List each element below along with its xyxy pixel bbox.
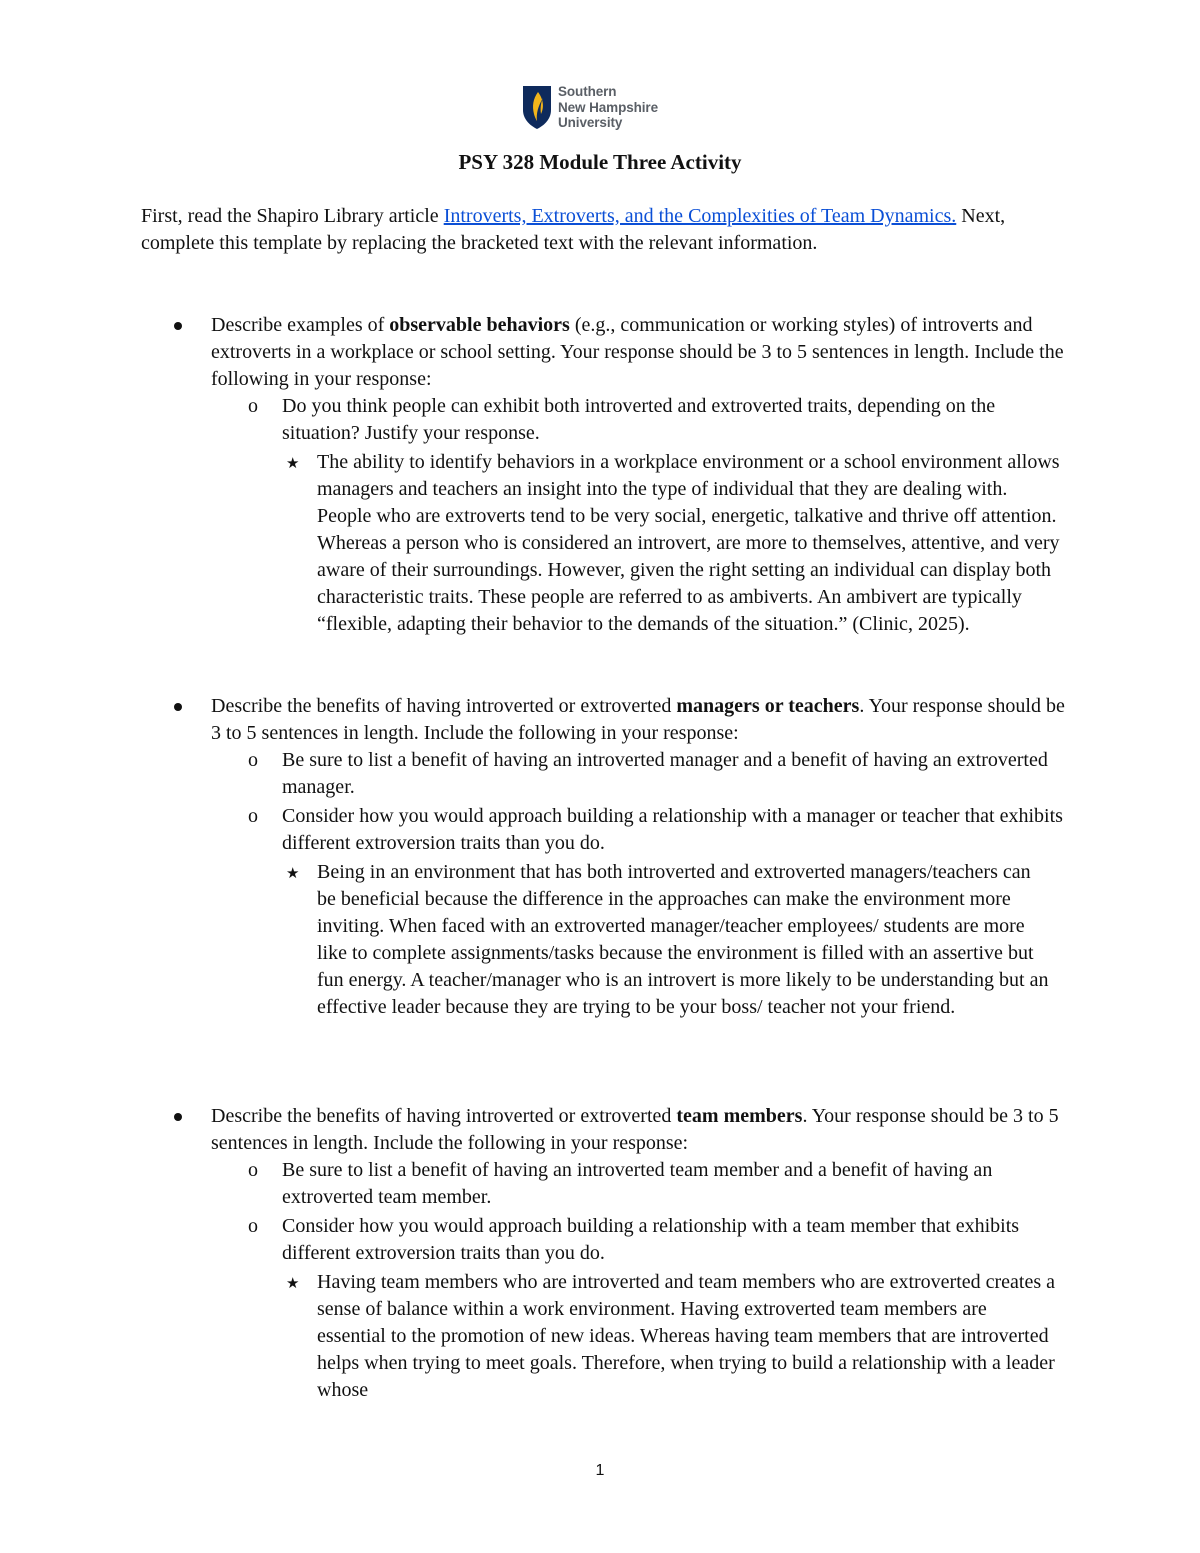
page-number: 1 (595, 1462, 605, 1479)
section1-prompt (211, 312, 1071, 393)
sub-bullet-marker: o (248, 749, 258, 771)
section2-pre: Describe the benefits of having introverted or extroverted (211, 695, 677, 717)
section2-sub1: Be sure to list a benefit of having an introverted manager and a benefit of having an extroverted manager. (282, 749, 1048, 798)
star-bullet-icon: ★ (286, 864, 300, 882)
section2-sub2: Consider how you would approach building a relationship with a manager or teacher that exhibits different extroversion traits than you do. (282, 805, 1063, 854)
section1-answer: The ability to identify behaviors in a workplace environment or a school environment allows managers and teachers an insight into the type of individual that they are dealing with. People who are extroverts tend to be very social, energetic, talkative and thrive off attention. Whereas a person who is considered an introvert, are more to themselves, attentive, and very aware of their surroundings. However, given the right setting an individual can display both characteristic traits. These people are referred to as ambiverts. An ambivert are typically “flexible, adapting their behavior to the demands of the situation.” (Clinic, 2025). (317, 451, 1060, 635)
sub-bullet-marker: o (248, 805, 258, 827)
intro-text-after: Next, complete this template by replacing the bracketed text with the relevant information. (141, 205, 1006, 254)
section3-pre: Describe the benefits of having introverted or extroverted (211, 1105, 677, 1127)
article-link[interactable]: Introverts, Extroverts, and the Complexities of Team Dynamics. (443, 205, 957, 227)
section1-bold: observable behaviors (389, 314, 570, 336)
section3-sub1: Be sure to list a benefit of having an introverted team member and a benefit of having an extroverted team member. (282, 1159, 993, 1208)
star-bullet-icon: ★ (286, 1274, 300, 1292)
section3-answer: Having team members who are introverted and team members who are extroverted creates a sense of balance within a work environment. Having extroverted team members are essential to the promotion of new ideas. Whereas having team members that are introverted helps when trying to meet goals. Therefore, when trying to build a relationship with a leader whose (317, 1271, 1056, 1401)
sub-bullet-marker: o (248, 1159, 258, 1181)
section2-post: . Your response should be 3 to 5 sentences in length. Include the following in your response: (211, 695, 1065, 744)
logo-line-3: University (558, 115, 623, 130)
section3-bold: team members (676, 1105, 803, 1127)
sub-bullet-marker: o (248, 1215, 258, 1237)
section2-answer: Being in an environment that has both introverted and extroverted managers/teachers can be beneficial because the difference in the approaches can make the environment more inviting. When faced with an extroverted manager/teacher employees/ students are more like to complete assignments/tasks because the environment is filled with an assertive but fun energy. A teacher/manager who is an introvert is more likely to be understanding but an effective leader because they are trying to be your boss/ teacher not your friend. (317, 861, 1049, 1018)
logo-line-1: Southern (558, 84, 617, 99)
section2-prompt (211, 693, 1071, 747)
section1-pre: Describe examples of (211, 314, 390, 336)
section3-post: . Your response should be 3 to 5 sentences in length. Include the following in your response: (211, 1105, 1059, 1154)
university-logo (521, 84, 686, 134)
intro-text-before: First, read the Shapiro Library article (141, 205, 444, 227)
document-title: PSY 328 Module Three Activity (458, 150, 742, 174)
logo-wordmark (558, 84, 658, 131)
logo-line-2: New Hampshire (558, 99, 658, 115)
bullet-dot (174, 322, 182, 330)
section3-prompt (211, 1103, 1071, 1157)
section1-post: (e.g., communication or working styles) of introverts and extroverts in a workplace or school setting. Your response should be 3 to 5 sentences in length. Include the following in your response: (211, 314, 1064, 390)
section2-bold: managers or teachers (676, 695, 860, 717)
section1-sub1: Do you think people can exhibit both introverted and extroverted traits, depending on the situation? Justify your response. (282, 395, 996, 444)
star-bullet-icon: ★ (286, 454, 300, 472)
sub-bullet-marker: o (248, 395, 258, 417)
bullet-dot (174, 1113, 182, 1121)
snhu-shield-icon (521, 84, 553, 130)
intro-paragraph (141, 203, 1041, 257)
bullet-dot (174, 703, 182, 711)
section3-sub2: Consider how you would approach building a relationship with a team member that exhibits different extroversion traits than you do. (282, 1215, 1020, 1264)
